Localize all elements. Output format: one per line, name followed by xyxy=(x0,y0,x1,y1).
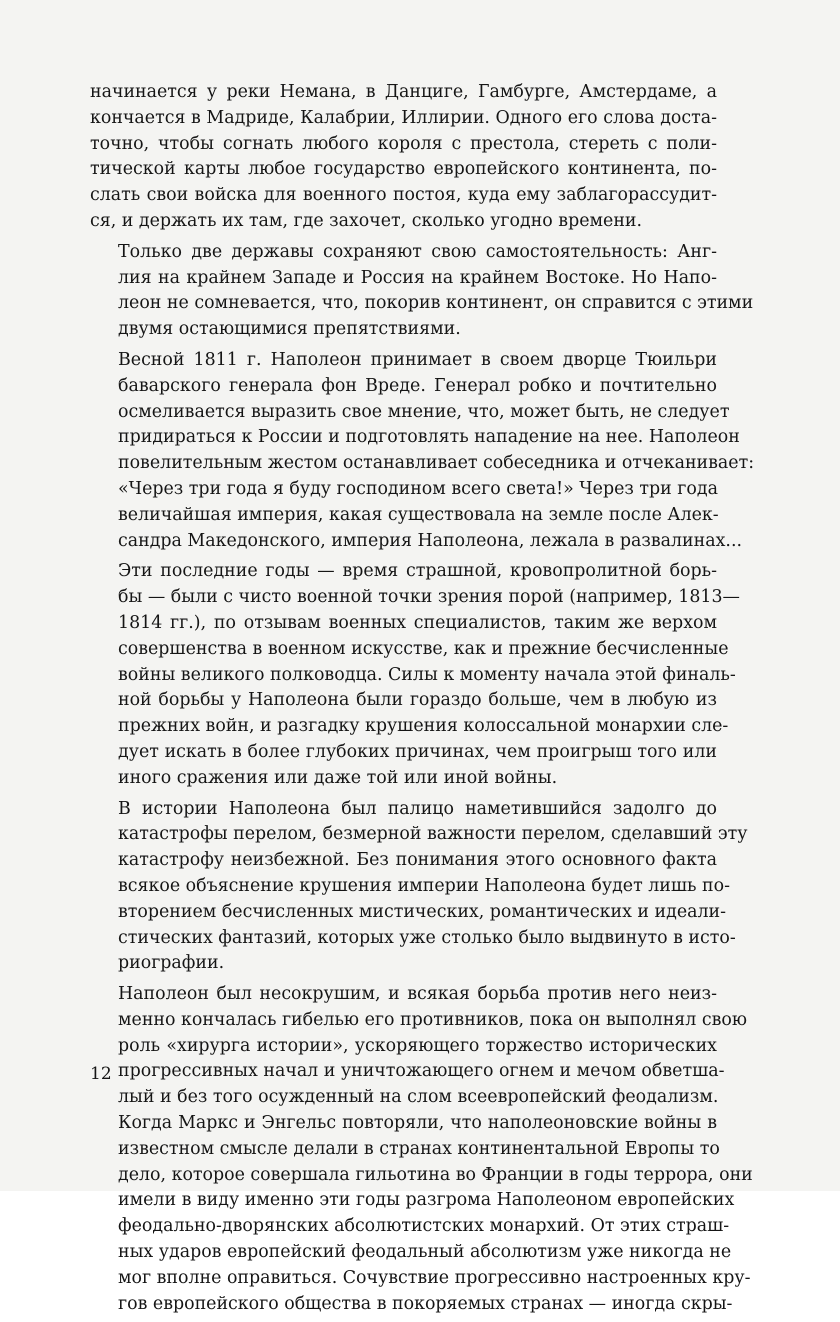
text-line: дует искать в более глубоких причинах, чем проигрыш того или xyxy=(118,741,717,762)
text-line: кончается в Мадриде, Калабрии, Иллирии. Одного его слова доста- xyxy=(90,107,717,128)
text-line: В истории Наполеона был палицо наметившийся задолго до xyxy=(118,798,717,819)
paragraph xyxy=(90,982,753,1317)
paragraph xyxy=(90,559,740,791)
text-line: Эти последние годы — время страшной, кровопролитной борь- xyxy=(118,561,717,582)
paragraph xyxy=(90,80,717,235)
text-line: ных ударов европейский феодальный абсолютизм уже никогда не xyxy=(118,1242,732,1263)
text-line: Только две державы сохраняют свою самостоятельность: Анг- xyxy=(118,241,717,262)
text-line: известном смысле делали в странах континентальной Европы то xyxy=(118,1138,720,1159)
text-line: лия на крайнем Западе и Россия на крайнем Востоке. Но Напо- xyxy=(118,267,717,288)
text-line: дело, которое совершала гильотина во Франции в годы террора, они xyxy=(118,1164,753,1185)
text-line: повелительным жестом останавливает собеседника и отчеканивает: xyxy=(118,453,755,474)
text-line: «Через три года я буду господином всего света!» Через три года xyxy=(118,478,718,499)
text-line: катастрофу неизбежной. Без понимания этого основного факта xyxy=(118,850,717,871)
paragraph xyxy=(90,797,748,978)
text-line: ся, и держать их там, где захочет, сколько угодно времени. xyxy=(90,210,643,231)
text-line: придираться к России и подготовлять нападение на нее. Наполеон xyxy=(118,427,740,448)
text-line: Наполеон был несокрушим, и всякая борьба против него неиз- xyxy=(118,984,717,1005)
text-line: леон не сомневается, что, покорив континент, он справится с этими xyxy=(118,293,754,314)
text-line: точно, чтобы согнать любого короля с престола, стереть с поли- xyxy=(90,133,717,154)
paragraph xyxy=(90,240,754,343)
text-line: прежних войн, и разгадку крушения колоссальной монархии сле- xyxy=(118,716,729,737)
text-line: роль «хирурга истории», ускоряющего торжество исторических xyxy=(118,1035,717,1056)
text-line: феодально-дворянских абсолютистских монархий. От этих страш- xyxy=(118,1216,730,1237)
text-line: риографии. xyxy=(118,953,225,974)
text-line: осмеливается выразить свое мнение, что, может быть, не следует xyxy=(118,401,730,422)
text-line: лый и без того осужденный на слом всеевропейский феодализм. xyxy=(118,1087,719,1108)
text-line: 1814 гг.), по отзывам военных специалистов, таким же верхом xyxy=(118,612,717,633)
text-line: иного сражения или даже той или иной войны. xyxy=(118,767,558,788)
text-line: войны великого полководца. Силы к моменту начала этой финаль- xyxy=(118,664,736,685)
text-line: ной борьбы у Наполеона были гораздо больше, чем в любую из xyxy=(118,690,717,711)
text-line: вторением бесчисленных мистических, романтических и идеали- xyxy=(118,901,727,922)
text-line: начинается у реки Немана, в Данциге, Гамбурге, Амстердаме, а xyxy=(90,82,717,102)
text-line: Когда Маркс и Энгельс повторяли, что наполеоновские войны в xyxy=(118,1113,717,1134)
paragraph xyxy=(90,348,755,554)
text-line: гов европейского общества в покоряемых странах — иногда скры- xyxy=(118,1293,733,1314)
page-number: 12 xyxy=(90,1064,112,1084)
text-line: Весной 1811 г. Наполеон принимает в своем дворце Тюильри xyxy=(118,349,717,370)
text-line: имели в виду именно эти годы разгрома Наполеоном европейских xyxy=(118,1190,735,1211)
text-line: баварского генерала фон Вреде. Генерал робко и почтительно xyxy=(118,375,717,396)
page-body-text xyxy=(90,80,755,1322)
text-line: всякое объяснение крушения империи Наполеона будет лишь по- xyxy=(118,875,730,896)
text-line: совершенства в военном искусстве, как и прежние бесчисленные xyxy=(118,638,729,659)
text-line: величайшая империя, какая существовала на земле после Алек- xyxy=(118,504,719,525)
text-line: мог вполне оправиться. Сочувствие прогрессивно настроенных кру- xyxy=(118,1267,751,1288)
text-line: тической карты любое государство европейского континента, по- xyxy=(90,159,717,180)
text-line: слать свои войска для военного постоя, куда ему заблагорассудит- xyxy=(90,185,717,206)
text-line: катастрофы перелом, безмерной важности перелом, сделавший эту xyxy=(118,824,748,845)
text-line: сандра Македонского, империя Наполеона, лежала в развалинах... xyxy=(118,530,742,551)
text-line: двумя остающимися препятствиями. xyxy=(118,319,461,340)
text-line: бы — были с чисто военной точки зрения порой (например, 1813— xyxy=(118,587,740,608)
text-line: прогрессивных начал и уничтожающего огнем и мечом обветша- xyxy=(118,1061,725,1082)
text-line: менно кончалась гибелью его противников, пока он выполнял свою xyxy=(118,1009,747,1030)
text-line: стических фантазий, которых уже столько было выдвинуто в исто- xyxy=(118,927,736,948)
